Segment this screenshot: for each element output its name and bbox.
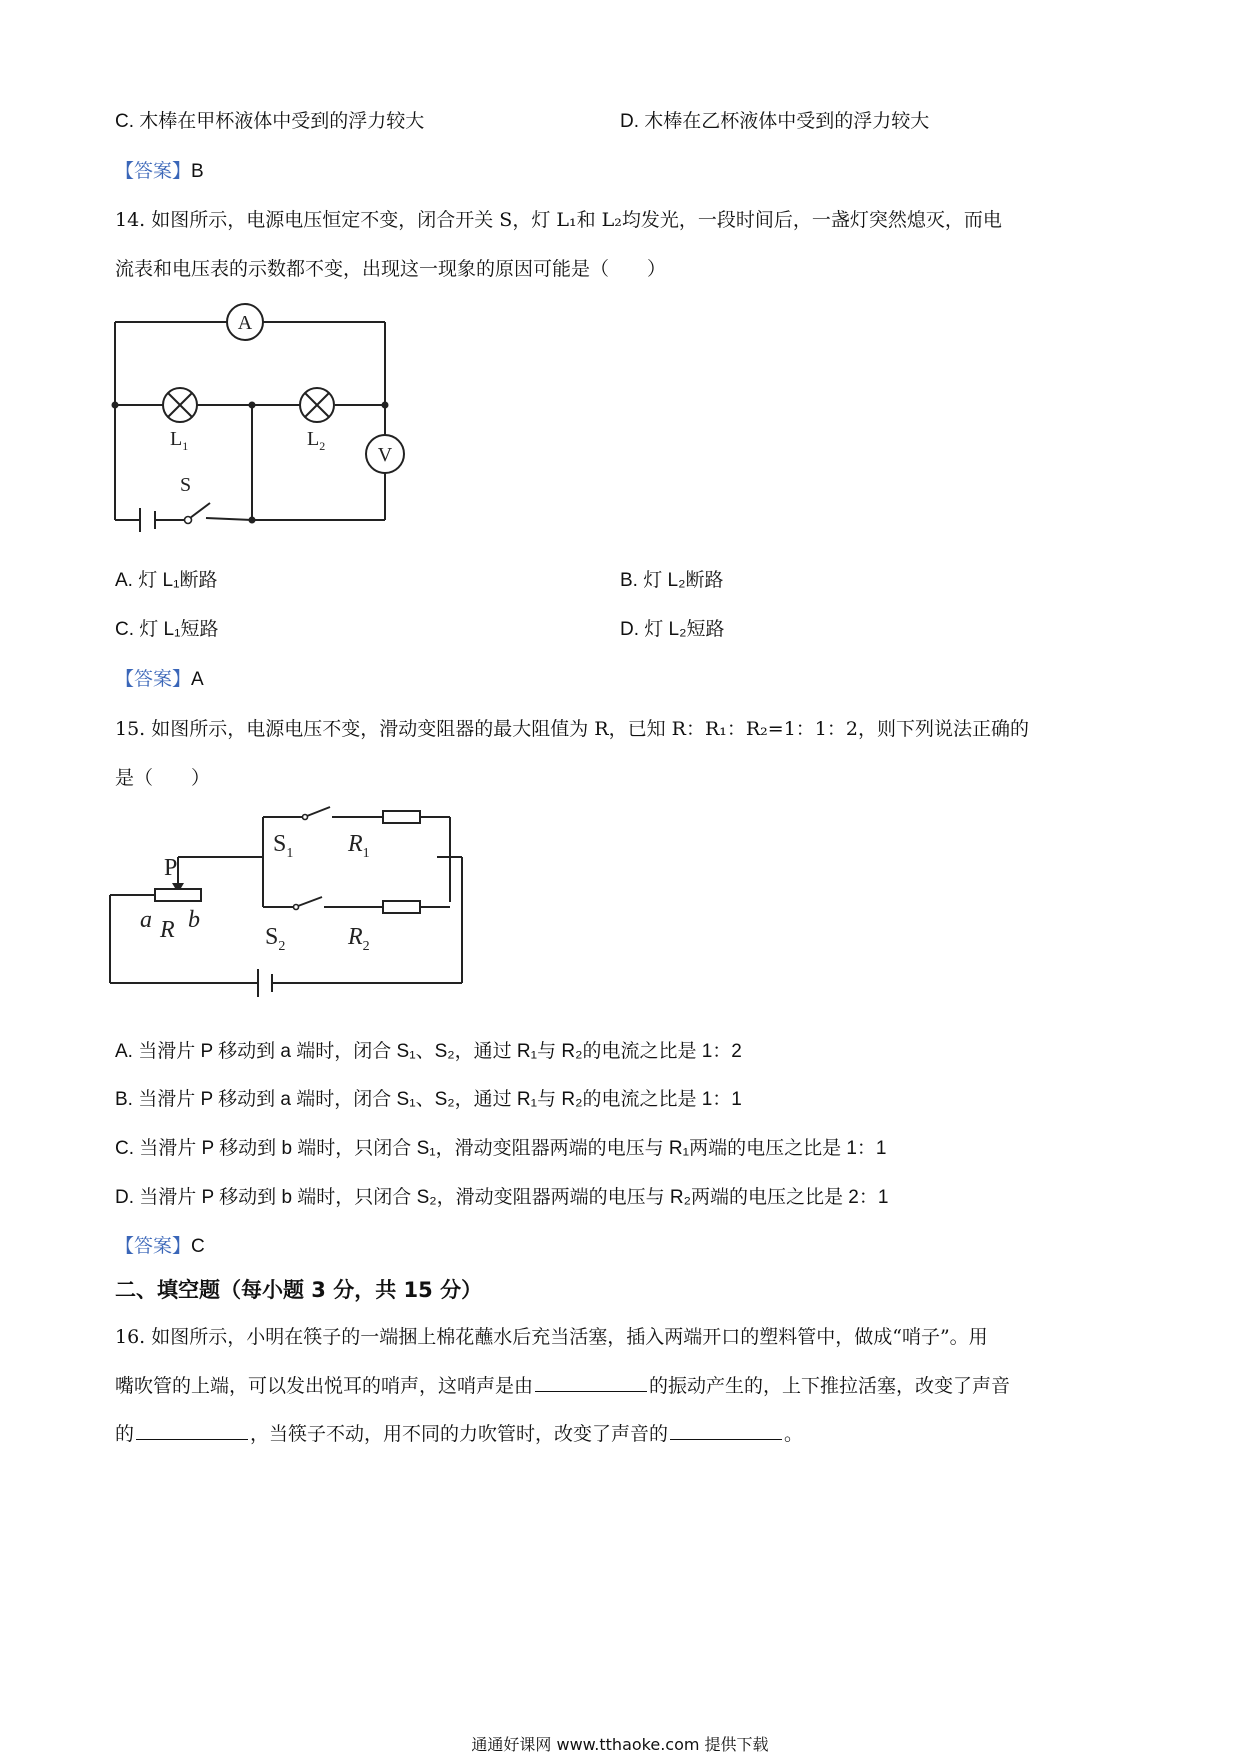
answer-label: 【答案】 bbox=[115, 1235, 192, 1257]
q14-option-b: B. 灯 L₂断路 bbox=[620, 570, 724, 591]
q16-stem-line3 bbox=[115, 1419, 803, 1446]
q15-option-b: B. 当滑片 P 移动到 a 端时，闭合 S₁、S₂，通过 R₁与 R₂的电流之比是 1：1 bbox=[115, 1089, 742, 1110]
switch-label: S bbox=[180, 474, 192, 496]
page-footer: 通通好课网 www.tthaoke.com 提供下载 bbox=[471, 1735, 769, 1754]
q15-circuit-diagram bbox=[100, 805, 480, 1005]
q14-option-a: A. 灯 L₁断路 bbox=[115, 570, 218, 591]
lamp-l1-label: $L_1$ bbox=[170, 428, 189, 453]
q16-text: 嘴吹管的上端，可以发出悦耳的哨声，这哨声是由 bbox=[115, 1375, 534, 1397]
r1-label: $R_1$ bbox=[348, 831, 370, 861]
q13-option-d: D. 木棒在乙杯液体中受到的浮力较大 bbox=[620, 111, 930, 132]
s2-label: $S_2$ bbox=[265, 924, 286, 954]
q16-stem-line1: 16. 如图所示，小明在筷子的一端捆上棉花蘸水后充当活塞，插入两端开口的塑料管中，做成“哨子”。用 bbox=[115, 1326, 988, 1348]
q13-option-c: C. 木棒在甲杯液体中受到的浮力较大 bbox=[115, 111, 425, 132]
fill-blank-2[interactable] bbox=[136, 1421, 248, 1440]
q14-circuit-diagram bbox=[100, 295, 420, 535]
junction-dot bbox=[382, 402, 389, 409]
q16-text: ，当筷子不动，用不同的力吹管时，改变了声音的 bbox=[250, 1423, 669, 1445]
s1-label: $S_1$ bbox=[273, 831, 294, 861]
lamp-l2 bbox=[300, 388, 334, 422]
answer-value: A bbox=[191, 669, 204, 690]
q13-answer bbox=[115, 156, 204, 183]
lamp-l2-label: $L_2$ bbox=[307, 428, 326, 453]
voltmeter bbox=[366, 435, 404, 473]
junction-dot bbox=[112, 402, 119, 409]
section-title: 二、填空题（每小题 3 分，共 15 分） bbox=[115, 1278, 483, 1302]
answer-value: B bbox=[191, 161, 204, 182]
rheostat-r bbox=[155, 889, 201, 901]
q16-text: 的振动产生的，上下推拉活塞，改变了声音 bbox=[649, 1375, 1011, 1397]
answer-value: C bbox=[191, 1236, 205, 1257]
q15-option-c: C. 当滑片 P 移动到 b 端时，只闭合 S₁，滑动变阻器两端的电压与 R₁两端的电压之比是 1：1 bbox=[115, 1138, 887, 1159]
resistor-r2 bbox=[383, 901, 420, 913]
resistor-r1 bbox=[383, 811, 420, 823]
q14-stem-line1: 14. 如图所示，电源电压恒定不变，闭合开关 S，灯 L₁和 L₂均发光，一段时间后，一盏灯突然熄灭，而电 bbox=[115, 209, 1002, 231]
answer-label: 【答案】 bbox=[115, 668, 192, 690]
q14-option-d: D. 灯 L₂短路 bbox=[620, 619, 725, 640]
q15-stem-line1: 15. 如图所示，电源电压不变，滑动变阻器的最大阻值为 R，已知 R：R₁：R₂=1：1：2，则下列说法正确的 bbox=[115, 718, 1029, 740]
rheostat-label: R bbox=[160, 917, 175, 943]
ammeter-label: A bbox=[237, 312, 253, 334]
q14-stem-line2: 流表和电压表的示数都不变，出现这一现象的原因可能是（ ） bbox=[115, 258, 667, 280]
fill-blank-1[interactable] bbox=[535, 1373, 647, 1392]
switch-s2 bbox=[294, 897, 323, 910]
end-a-label: a bbox=[140, 907, 152, 933]
q16-text: 。 bbox=[784, 1423, 804, 1445]
q15-option-a: A. 当滑片 P 移动到 a 端时，闭合 S₁、S₂，通过 R₁与 R₂的电流之比是 1：2 bbox=[115, 1041, 742, 1062]
ammeter bbox=[227, 304, 263, 340]
q14-answer bbox=[115, 664, 204, 691]
switch-s bbox=[185, 503, 211, 524]
r2-label: $R_2$ bbox=[348, 924, 370, 954]
switch-s1 bbox=[303, 807, 331, 820]
q16-stem-line2 bbox=[115, 1371, 1010, 1398]
answer-label: 【答案】 bbox=[115, 160, 192, 182]
slider-label: P bbox=[164, 855, 178, 881]
q16-text: 的 bbox=[115, 1423, 135, 1445]
q15-stem-line2: 是（ ） bbox=[115, 767, 211, 789]
voltmeter-label: V bbox=[377, 444, 393, 466]
q14-option-c: C. 灯 L₁短路 bbox=[115, 619, 219, 640]
q15-answer bbox=[115, 1231, 205, 1258]
lamp-l1 bbox=[163, 388, 197, 422]
q15-option-d: D. 当滑片 P 移动到 b 端时，只闭合 S₂，滑动变阻器两端的电压与 R₂两端的电压之比是 2：1 bbox=[115, 1187, 889, 1208]
end-b-label: b bbox=[188, 907, 200, 933]
junction-dot bbox=[249, 402, 256, 409]
junction-dot bbox=[249, 517, 256, 524]
fill-blank-3[interactable] bbox=[670, 1421, 782, 1440]
